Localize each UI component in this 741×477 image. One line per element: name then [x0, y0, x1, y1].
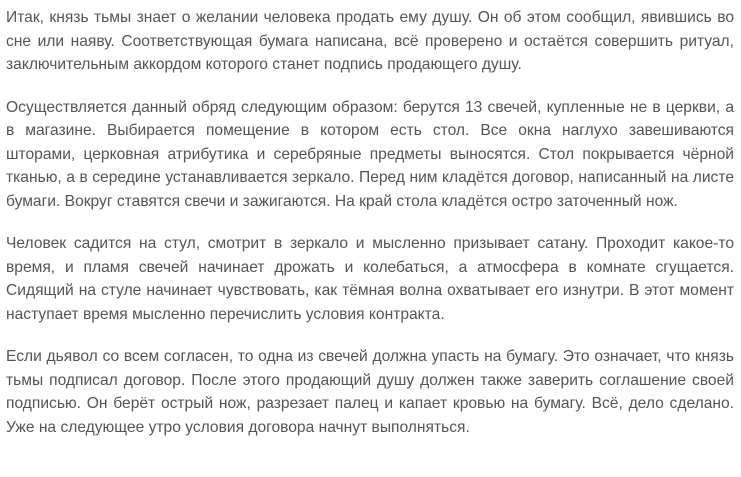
paragraph-1: Итак, князь тьмы знает о желании человека продать ему душу. Он об этом сообщил, явившись во сне или наяву. Соответствующая бумага написана, всё проверено и остаётся совершить ритуал, заключительным аккордом которого станет подпись продающего душу.: [6, 9, 734, 73]
paragraph-3: Человек садится на стул, смотрит в зеркало и мысленно призывает сатану. Проходит какое-то время, и пламя свечей начинает дрожать и колебаться, а атмосфера в комнате сгущается. Сидящий на стуле начинает чувствовать, как тёмная волна охватывает его изнутри. В этот момент наступает время мысленно перечислить условия контракта.: [6, 235, 734, 323]
paragraph-2: Осуществляется данный обряд следующим образом: берутся 13 свечей, купленные не в церкви, а в магазине. Выбирается помещение в котором есть стол. Все окна наглухо завешиваются шторами, церковная атрибутика и серебряные предметы выносятся. Стол покрывается чёрной тканью, а в середине устанавливается зеркало. Перед ним кладётся договор, написанный на листе бумаги. Вокруг ставятся свечи и зажигаются. На край стола кладётся остро заточенный нож.: [6, 98, 734, 210]
article-body: [6, 6, 734, 439]
paragraph-4: Если дьявол со всем согласен, то одна из свечей должна упасть на бумагу. Это означает, что князь тьмы подписал договор. После этого продающий душу должен также заверить соглашение своей подписью. Он берёт острый нож, разрезает палец и капает кровью на бумагу. Всё, дело сделано. Уже на следующее утро условия договора начнут выполняться.: [6, 348, 734, 436]
